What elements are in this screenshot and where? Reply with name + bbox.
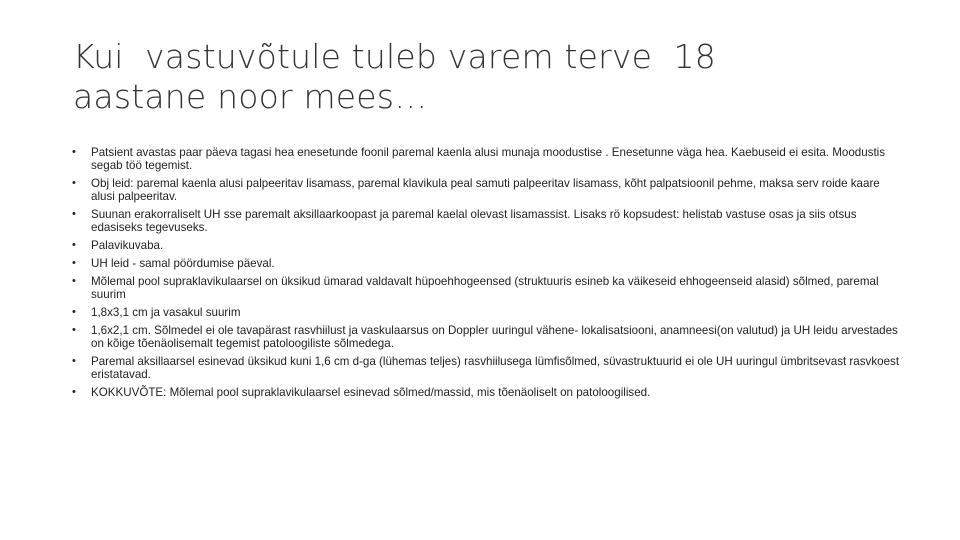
list-item — [72, 275, 902, 301]
bullet-marker: • — [72, 355, 76, 367]
bullet-marker: • — [72, 177, 76, 189]
slide-title-line-2: aastane noor mees… — [73, 77, 428, 116]
list-item — [72, 146, 902, 172]
list-item — [72, 355, 902, 381]
slide-title — [73, 37, 893, 117]
bullet-marker: • — [72, 239, 76, 251]
bullet-text: 1,8x3,1 cm ja vasakul suurim — [91, 306, 241, 319]
bullet-marker: • — [72, 275, 76, 287]
bullet-text: Mõlemal pool supraklavikulaarsel on üksikud ümarad valdavalt hüpoehhogeensed (struktuuris esineb ka väikeseid ehhogeenseid alasid) sõlmed, paremal suurim — [91, 275, 879, 301]
bullet-text: 1,6x2,1 cm. Sõlmedel ei ole tavapärast rasvhiilust ja vaskulaarsus on Doppler uuringul vähene- lokalisatsiooni, anamneesi(on valutud) ja UH leidu arvestades on kõige tõenäolisemalt tegemist patoloogiliste sõlmedega. — [91, 324, 898, 350]
bullet-marker: • — [72, 146, 76, 158]
list-item — [72, 257, 902, 270]
list-item — [72, 324, 902, 350]
slide-title-line-1: Kui vastuvõtule tuleb varem terve 18 — [73, 37, 716, 76]
list-item — [72, 177, 902, 203]
list-item — [72, 239, 902, 252]
bullet-list — [72, 146, 902, 404]
list-item — [72, 306, 902, 319]
bullet-marker: • — [72, 257, 76, 269]
bullet-text: Obj leid: paremal kaenla alusi palpeeritav lisamass, paremal klavikula peal samuti palpeeritav lisamass, kõht palpatsioonil pehme, maksa serv roide kaare alusi palpeeritav. — [91, 177, 880, 203]
bullet-text: UH leid - samal pöördumise päeval. — [91, 257, 275, 270]
bullet-marker: • — [72, 386, 76, 398]
bullet-text: KOKKUVÕTE: Mõlemal pool supraklavikulaarsel esinevad sõlmed/massid, mis tõenäoliselt on patoloogilised. — [91, 386, 651, 399]
list-item — [72, 208, 902, 234]
bullet-text: Palavikuvaba. — [91, 239, 164, 252]
list-item — [72, 386, 902, 399]
bullet-text: Patsient avastas paar päeva tagasi hea enesetunde foonil paremal kaenla alusi munaja moodustise . Enesetunne väga hea. Kaebuseid ei esita. Moodustis segab töö tegemist. — [91, 146, 886, 172]
bullet-marker: • — [72, 324, 76, 336]
bullet-marker: • — [72, 208, 76, 220]
bullet-text: Suunan erakorraliselt UH sse paremalt aksillaarkoopast ja paremal kaelal olevast lisamassist. Lisaks rö kopsudest: helistab vastuse osas ja siis otsus edasiseks tegevuseks. — [91, 208, 857, 234]
bullet-text: Paremal aksillaarsel esinevad üksikud kuni 1,6 cm d-ga (lühemas teljes) rasvhiilusega lümfisõlmed, süvastruktuurid ei ole UH uuringul ümbritsevast rasvkoest eristatavad. — [91, 355, 900, 381]
bullet-marker: • — [72, 306, 76, 318]
